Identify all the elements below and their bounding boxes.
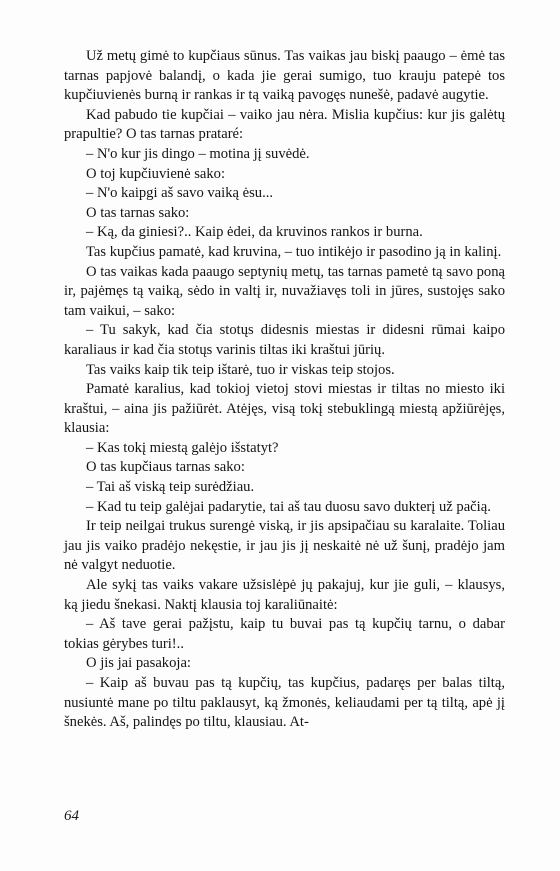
paragraph: Tas kupčius pamatė, kad kruvina, – tuo intikėjo ir pasodino ją in kalinį. bbox=[86, 243, 502, 260]
page-number: 64 bbox=[64, 808, 79, 824]
body-text bbox=[64, 47, 505, 733]
paragraph: O toj kupčiuvienė sako: bbox=[86, 165, 226, 182]
paragraph: Ale sykį tas vaiks vakare užsislėpė jų pakajuj, kur jie guli, – klausys, ką jiedu šnekasi. Naktį klausia toj karaliūnaitė: bbox=[64, 577, 505, 613]
paragraph: O jis jai pasakoja: bbox=[86, 655, 191, 672]
paragraph: O tas vaikas kada paaugo septynių metų, tas tarnas pametė tą savo poną ir, pajėmęs tą vaiką, sėdo in valtį ir, nuvažiavęs toli in jūres, sustojęs sako tam vaikui, – sako: bbox=[64, 263, 505, 319]
paragraph: – Kad tu teip galėjai padarytie, tai aš tau duosu savo dukterį už pačią. bbox=[86, 498, 491, 515]
paragraph: – N'o kur jis dingo – motina jį suvėdė. bbox=[86, 145, 310, 162]
paragraph: Už metų gimė to kupčiaus sūnus. Tas vaikas jau biskį paaugo – ėmė tas tarnas papjovė balandį, o kada jie gerai sumigo, tuo krauju patepė tos kupčiuvienės burną ir rankas ir tą vaiką pavogęs nunešė, padavė augytie. bbox=[64, 48, 505, 104]
paragraph: Pamatė karalius, kad tokioj vietoj stovi miestas ir tiltas no miesto iki kraštui, – aina jis pažiūrėt. Atėjęs, visą tokį stebuklingą miestą apžiūrėjęs, klausia: bbox=[64, 381, 505, 437]
paragraph: O tas kupčiaus tarnas sako: bbox=[86, 459, 245, 476]
paragraph: – Aš tave gerai pažįstu, kaip tu buvai pas tą kupčių tarnu, o dabar tokias gėrybes turi!.. bbox=[64, 616, 505, 652]
paragraph: – Kas tokį miestą galėjo išstatyt? bbox=[86, 439, 279, 456]
paragraph: – Kaip aš buvau pas tą kupčių, tas kupčius, padaręs per balas tiltą, nusiuntė mane po tiltu paklausyt, ką žmonės, keliaudami per tą tiltą, apė jį šnekės. Aš, palindęs po tiltu, klausiau. At- bbox=[64, 675, 505, 731]
paragraph: Tas vaiks kaip tik teip ištarė, tuo ir viskas teip stojos. bbox=[86, 361, 395, 378]
paragraph: Ir teip neilgai trukus surengė viską, ir jis apsipačiau su karalaite. Toliau jau jis vaiko pradėjo nekęstie, ir jau jis jį neskaitė nė už šunį, pradėjo jam nė valgyt neduotie. bbox=[64, 518, 505, 574]
paragraph: – Tu sakyk, kad čia stotųs didesnis miestas ir didesni rūmai kaipo karaliaus ir kad čia stotųs varinis tiltas iki kraštui jūrių. bbox=[64, 322, 505, 358]
paragraph: – N'o kaipgi aš savo vaiką ėsu... bbox=[86, 185, 274, 202]
paragraph: – Ką, da giniesi?.. Kaip ėdei, da kruvinos rankos ir burna. bbox=[86, 224, 423, 241]
paragraph: O tas tarnas sako: bbox=[86, 204, 190, 221]
paragraph: Kad pabudo tie kupčiai – vaiko jau nėra. Mislia kupčius: kur jis galėtų prapultie? O tas tarnas prataré: bbox=[64, 106, 505, 143]
paragraph: – Tai aš viską teip surėdžiau. bbox=[86, 479, 255, 496]
